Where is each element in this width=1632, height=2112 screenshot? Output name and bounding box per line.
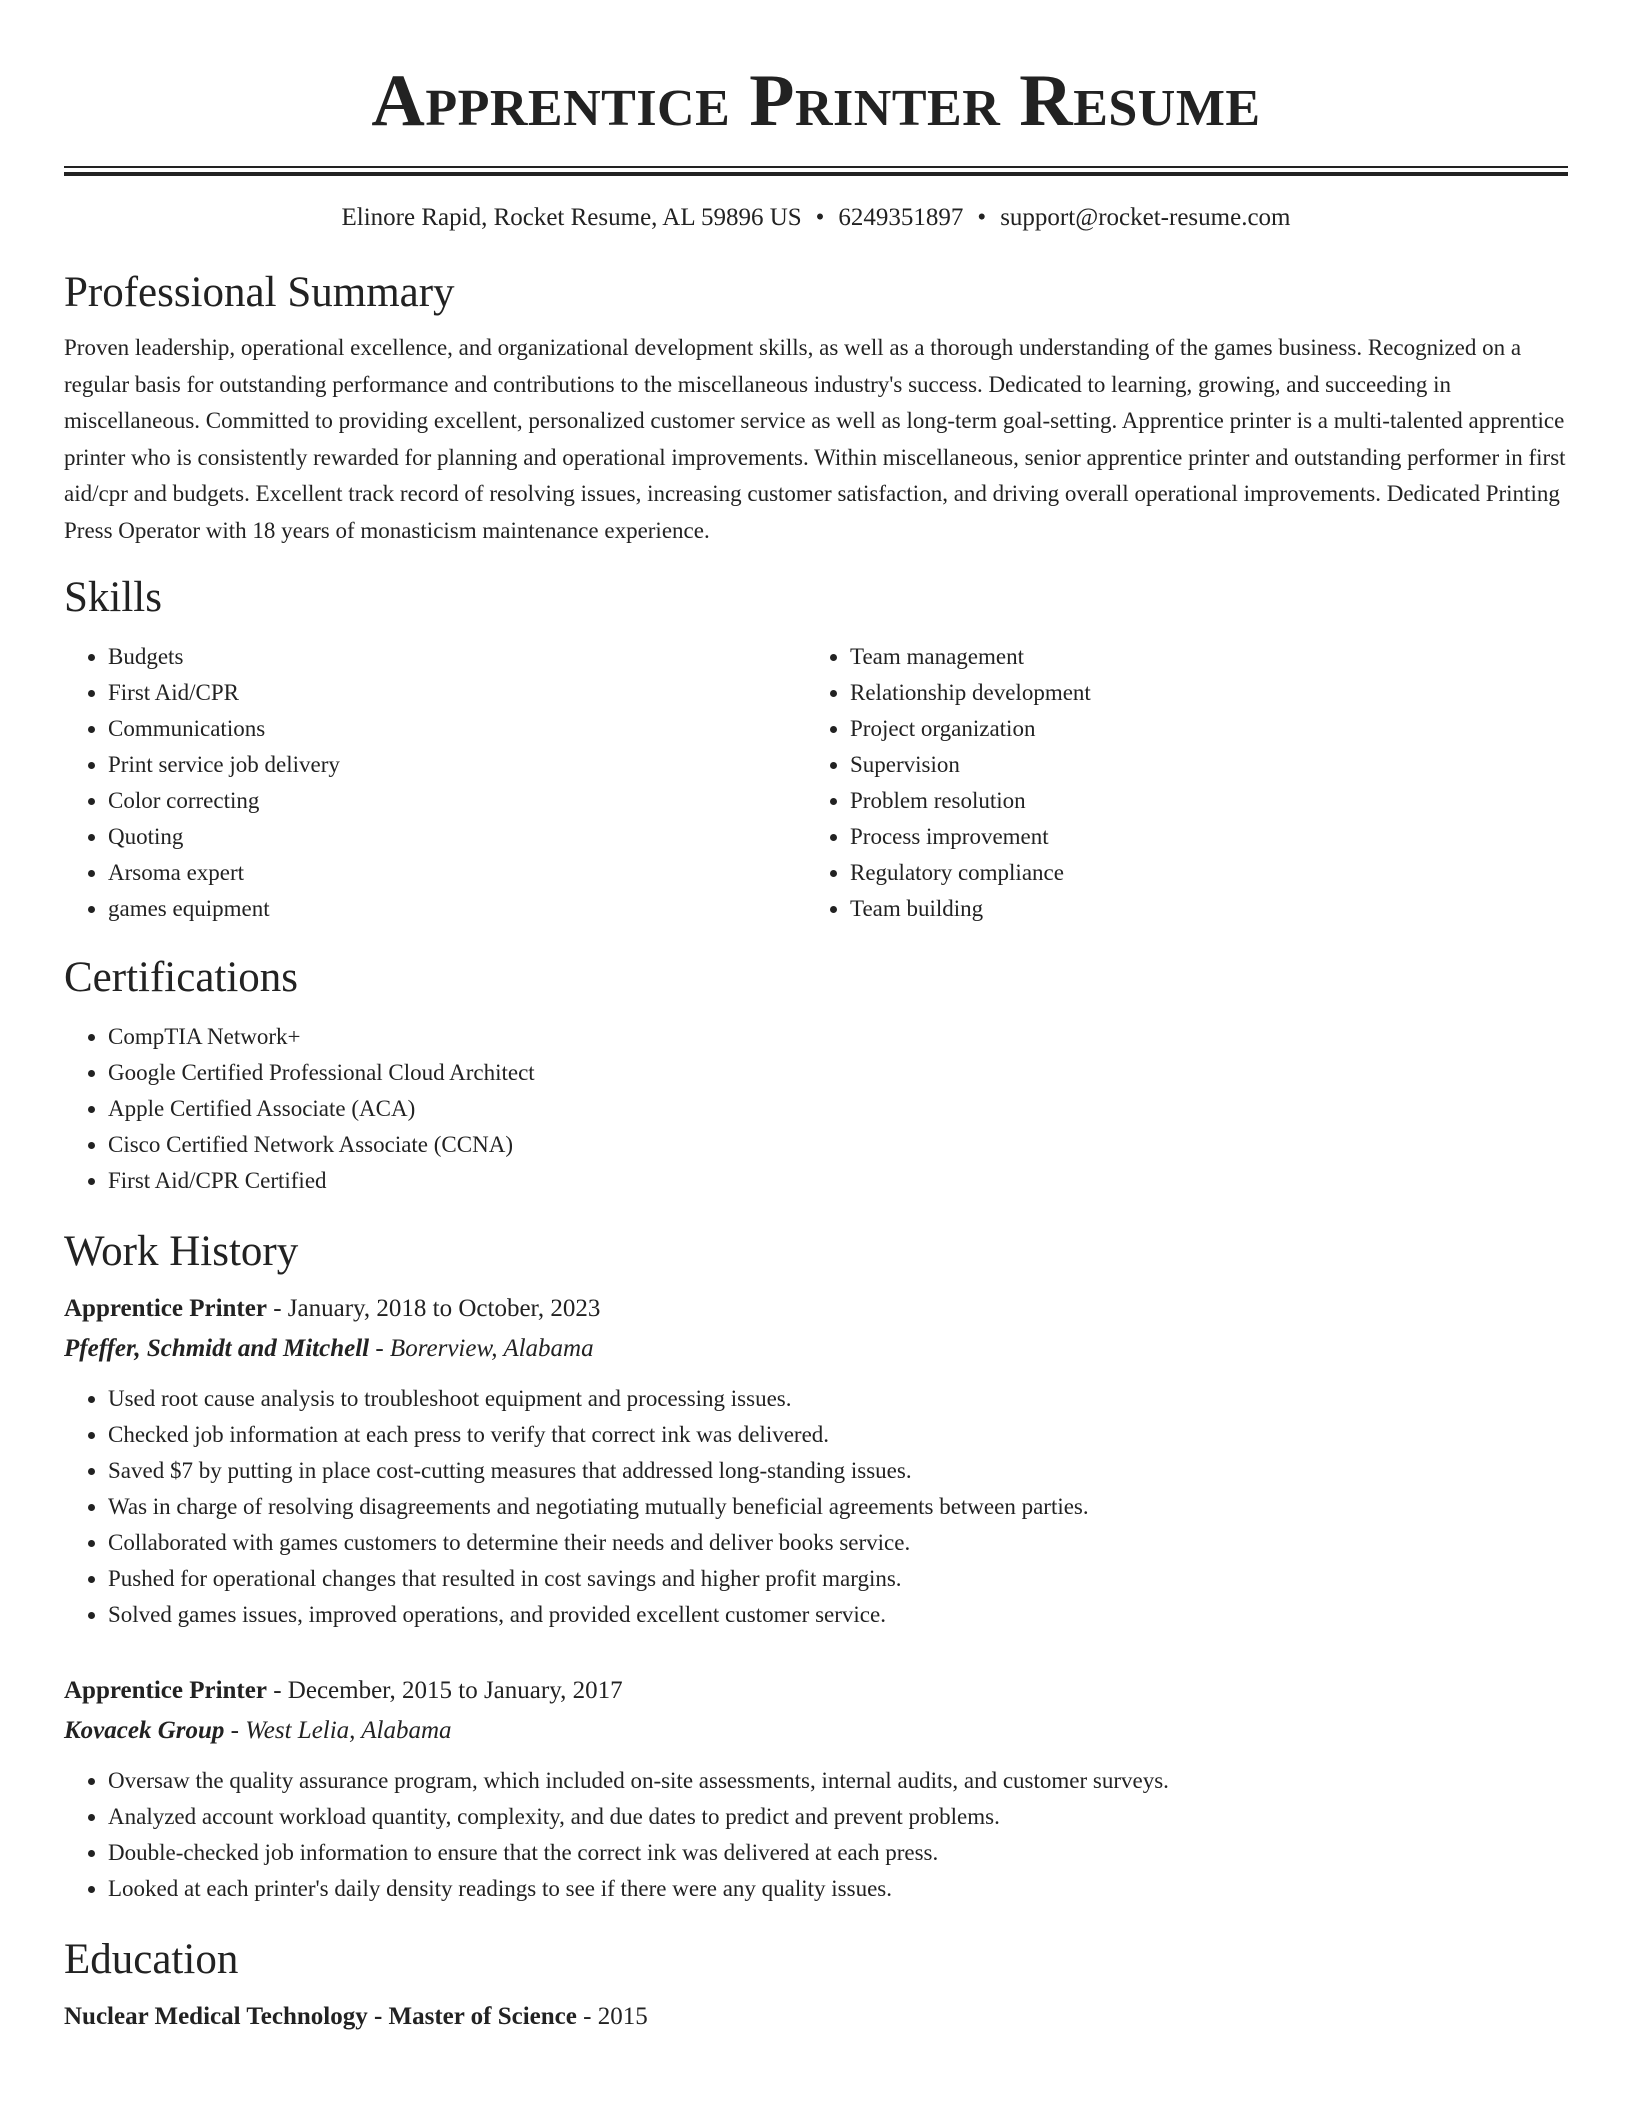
job-duty-item: • Collaborated with games customers to determine their needs and deliver books service. — [108, 1525, 1568, 1561]
work-history-heading: Work History — [64, 1228, 299, 1275]
company-line: Pfeffer, Schmidt and Mitchell - Borerview, Alabama — [64, 1335, 594, 1362]
resume-page — [64, 0, 1568, 2037]
certification-item: • Google Certified Professional Cloud Architect — [108, 1055, 1568, 1091]
job-duty-item: • Oversaw the quality assurance program, which included on-site assessments, internal audits, and customer surveys. — [108, 1763, 1568, 1799]
job-duty-item: • Was in charge of resolving disagreements and negotiating mutually beneficial agreements between parties. — [108, 1489, 1568, 1525]
skill-item: • First Aid/CPR — [108, 675, 806, 711]
education-entry: Nuclear Medical Technology - Master of Science - 2015 — [64, 2003, 648, 2030]
job-entry — [64, 1671, 1568, 1907]
education-degree: Nuclear Medical Technology - Master of Science — [64, 2003, 577, 2030]
certification-item: • First Aid/CPR Certified — [108, 1163, 1568, 1199]
resume-title: Apprentice Printer Resume — [371, 60, 1261, 142]
certifications-list — [64, 1019, 1568, 1199]
contact-phone: 6249351897 — [838, 204, 964, 231]
skill-item: • Problem resolution — [850, 783, 1548, 819]
skills-column-right — [806, 639, 1548, 927]
education-heading: Education — [64, 1936, 239, 1983]
company-location: Borerview, Alabama — [389, 1335, 594, 1362]
skill-item: • Project organization — [850, 711, 1548, 747]
job-title-line: Apprentice Printer - January, 2018 to October, 2023 — [64, 1295, 601, 1322]
job-entry — [64, 1289, 1568, 1633]
contact-address: Elinore Rapid, Rocket Resume, AL 59896 US — [341, 204, 802, 231]
company-name: Kovacek Group — [64, 1717, 225, 1744]
job-duty-item: • Solved games issues, improved operations, and provided excellent customer service. — [108, 1597, 1568, 1633]
certification-item: • Apple Certified Associate (ACA) — [108, 1091, 1568, 1127]
summary-heading: Professional Summary — [64, 269, 455, 316]
skills-list-right — [806, 639, 1548, 927]
title-divider — [64, 166, 1568, 176]
contact-email[interactable]: support@rocket-resume.com — [1000, 204, 1291, 231]
skill-item: • Quoting — [108, 819, 806, 855]
skills-heading: Skills — [64, 574, 162, 621]
job-duty-item: • Analyzed account workload quantity, complexity, and due dates to predict and prevent problems. — [108, 1799, 1568, 1835]
company-name: Pfeffer, Schmidt and Mitchell — [64, 1335, 370, 1362]
skill-item: • Process improvement — [850, 819, 1548, 855]
job-title-line: Apprentice Printer - December, 2015 to January, 2017 — [64, 1677, 623, 1704]
job-duties-list — [64, 1381, 1568, 1633]
summary-text: Proven leadership, operational excellence, and organizational development skills, as well as a thorough understanding of the games business. Recognized on a regular basis for outstanding performance and contributions to the miscellaneous industry's success. Dedicated to learning, growing, and succeeding in miscellaneous. Committed to providing excellent, personalized customer service as well as long-term goal-setting. Apprentice printer is a multi-talented apprentice printer who is consistently rewarded for planning and operational improvements. Within miscellaneous, senior apprentice printer and outstanding performer in first aid/cpr and budgets. Excellent track record of resolving issues, increasing customer satisfaction, and driving overall operational improvements. Dedicated Printing Press Operator with 18 years of monasticism maintenance experience. — [64, 335, 1566, 543]
certifications-heading: Certifications — [64, 954, 299, 1001]
skill-item: • Team building — [850, 891, 1548, 927]
company-line: Kovacek Group - West Lelia, Alabama — [64, 1717, 452, 1744]
job-duty-item: • Double-checked job information to ensure that the correct ink was delivered at each press. — [108, 1835, 1568, 1871]
certification-item: • CompTIA Network+ — [108, 1019, 1568, 1055]
contact-separator: • — [977, 204, 987, 231]
company-location: West Lelia, Alabama — [245, 1717, 452, 1744]
contact-separator: • — [815, 204, 825, 231]
job-duty-item: • Saved $7 by putting in place cost-cutting measures that addressed long-standing issues. — [108, 1453, 1568, 1489]
skill-item: • games equipment — [108, 891, 806, 927]
job-title: Apprentice Printer — [64, 1295, 267, 1322]
skill-item: • Relationship development — [850, 675, 1548, 711]
certification-item: • Cisco Certified Network Associate (CCNA) — [108, 1127, 1568, 1163]
skills-list-left — [64, 639, 806, 927]
job-duty-item: • Checked job information at each press to verify that correct ink was delivered. — [108, 1417, 1568, 1453]
skill-item: • Budgets — [108, 639, 806, 675]
job-duties-list — [64, 1763, 1568, 1907]
skill-item: • Print service job delivery — [108, 747, 806, 783]
skill-item: • Color correcting — [108, 783, 806, 819]
skill-item: • Supervision — [850, 747, 1548, 783]
job-dates: January, 2018 to October, 2023 — [287, 1295, 601, 1322]
education-year: 2015 — [597, 2003, 648, 2030]
job-title: Apprentice Printer — [64, 1677, 267, 1704]
skills-columns — [64, 639, 1568, 927]
skill-item: • Team management — [850, 639, 1548, 675]
skills-column-left — [64, 639, 806, 927]
job-duty-item: • Pushed for operational changes that resulted in cost savings and higher profit margins. — [108, 1561, 1568, 1597]
job-duty-item: • Used root cause analysis to troubleshoot equipment and processing issues. — [108, 1381, 1568, 1417]
skill-item: • Arsoma expert — [108, 855, 806, 891]
skill-item: • Regulatory compliance — [850, 855, 1548, 891]
job-duty-item: • Looked at each printer's daily density readings to see if there were any quality issues. — [108, 1871, 1568, 1907]
job-dates: December, 2015 to January, 2017 — [287, 1677, 623, 1704]
skill-item: • Communications — [108, 711, 806, 747]
contact-line — [64, 202, 1568, 234]
